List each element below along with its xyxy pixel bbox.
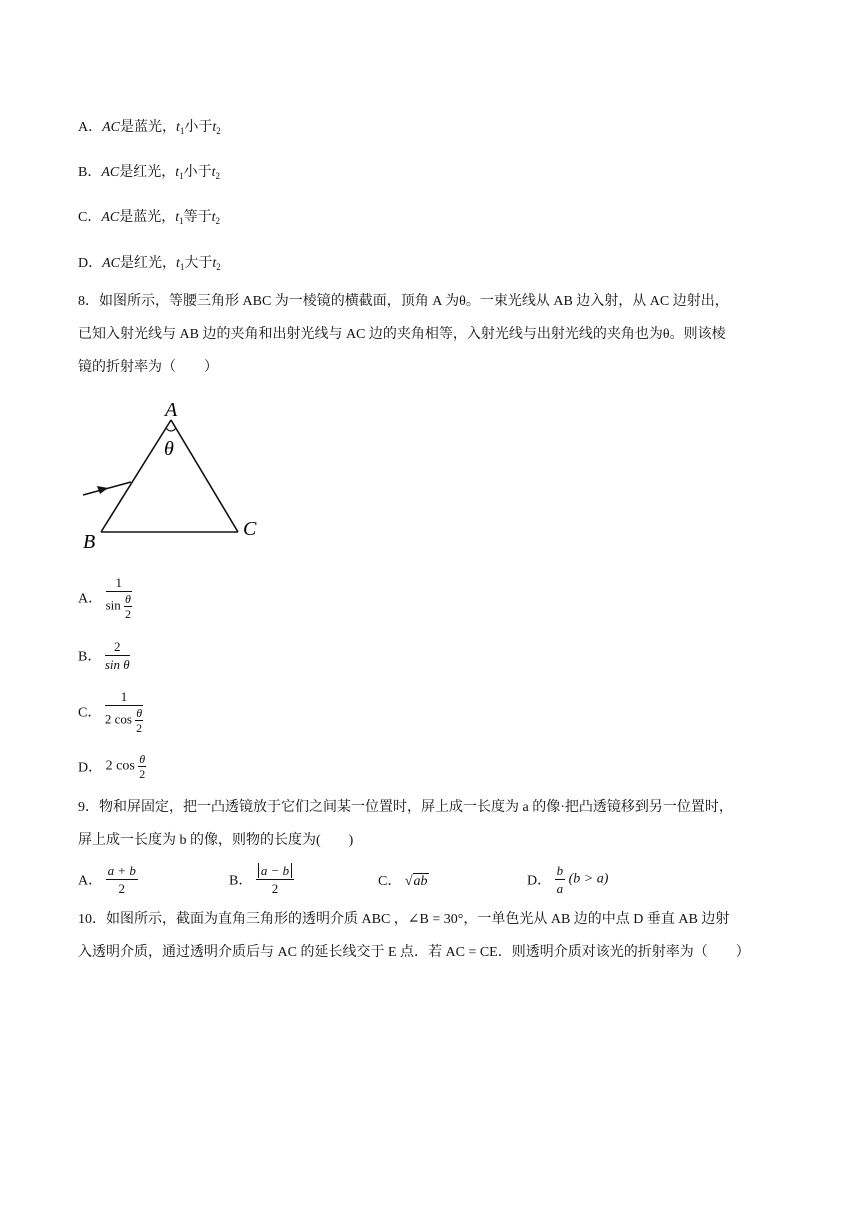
q7-option-c: C．AC是蓝光，$t_1$等于$t_2$: [78, 210, 221, 226]
q8-option-c: C． 1 2 cos $\frac{\theta}{2}$: [78, 689, 143, 735]
label-b: B: [83, 531, 96, 553]
arrow-icon: [97, 486, 108, 494]
q7-option-b: B．AC是红光，$t_1$小于$t_2$: [78, 165, 221, 181]
q9-stem-line2: 屏上成一长度为 b 的像，则物的长度为( ): [78, 833, 354, 848]
prism-side-ac: [171, 420, 238, 532]
q9-stem-line1: 9．物和屏固定，把一凸透镜放于它们之间某一位置时，屏上成一长度为 a 的像·把凸透镜移到另一位置时，: [78, 800, 733, 815]
q8-stem-line3: 镜的折射率为（ ）: [78, 360, 218, 375]
q9-option-d: D． $\frac{b}{a}$ (b > a): [527, 863, 609, 896]
prism-side-ab: [101, 420, 171, 532]
label-theta: θ: [164, 438, 174, 460]
q7-option-a: A．AC是蓝光，$t_1$小于$t_2$: [78, 120, 221, 136]
q10-stem-line2: 入透明介质，通过透明介质后与 AC 的延长线交于 E 点．若 AC = CE．则透明介质对该光的折射率为（ ）: [78, 945, 750, 960]
q8-stem-line2: 已知入射光线与 AB 边的夹角和出射光线与 AC 边的夹角相等，入射光线与出射光线的夹角也为θ。则该棱: [78, 327, 726, 342]
q8-stem-line1: 8．如图所示，等腰三角形 ABC 为一棱镜的横截面，顶角 A 为θ。一束光线从 AB 边入射，从 AC 边射出，: [78, 294, 729, 309]
q8-option-d: D． 2 cos $\frac{\theta}{2}$: [78, 752, 146, 781]
q9-option-a: A． $\frac{a + b}{2}$: [78, 863, 136, 896]
label-a: A: [165, 399, 178, 421]
q7-option-d: D．AC是红光，$t_1$大于$t_2$: [78, 256, 221, 272]
q8-option-b: B． $\frac{2}{\text{sin θ}}$: [78, 639, 130, 672]
q8-option-a: A． 1 sin $\frac{\theta}{2}$: [78, 575, 131, 621]
q9-option-c: C． √ab: [378, 874, 428, 889]
q9-option-b: B． $\frac{a - b}{2}$: [229, 862, 294, 897]
label-c: C: [243, 518, 257, 540]
apex-angle-arc: [166, 428, 176, 431]
q10-stem-line1: 10．如图所示，截面为直角三角形的透明介质 ABC ，∠B = 30°，一单色光从 AB 边的中点 D 垂直 AB 边射: [78, 912, 730, 927]
prism-figure: [78, 398, 268, 553]
